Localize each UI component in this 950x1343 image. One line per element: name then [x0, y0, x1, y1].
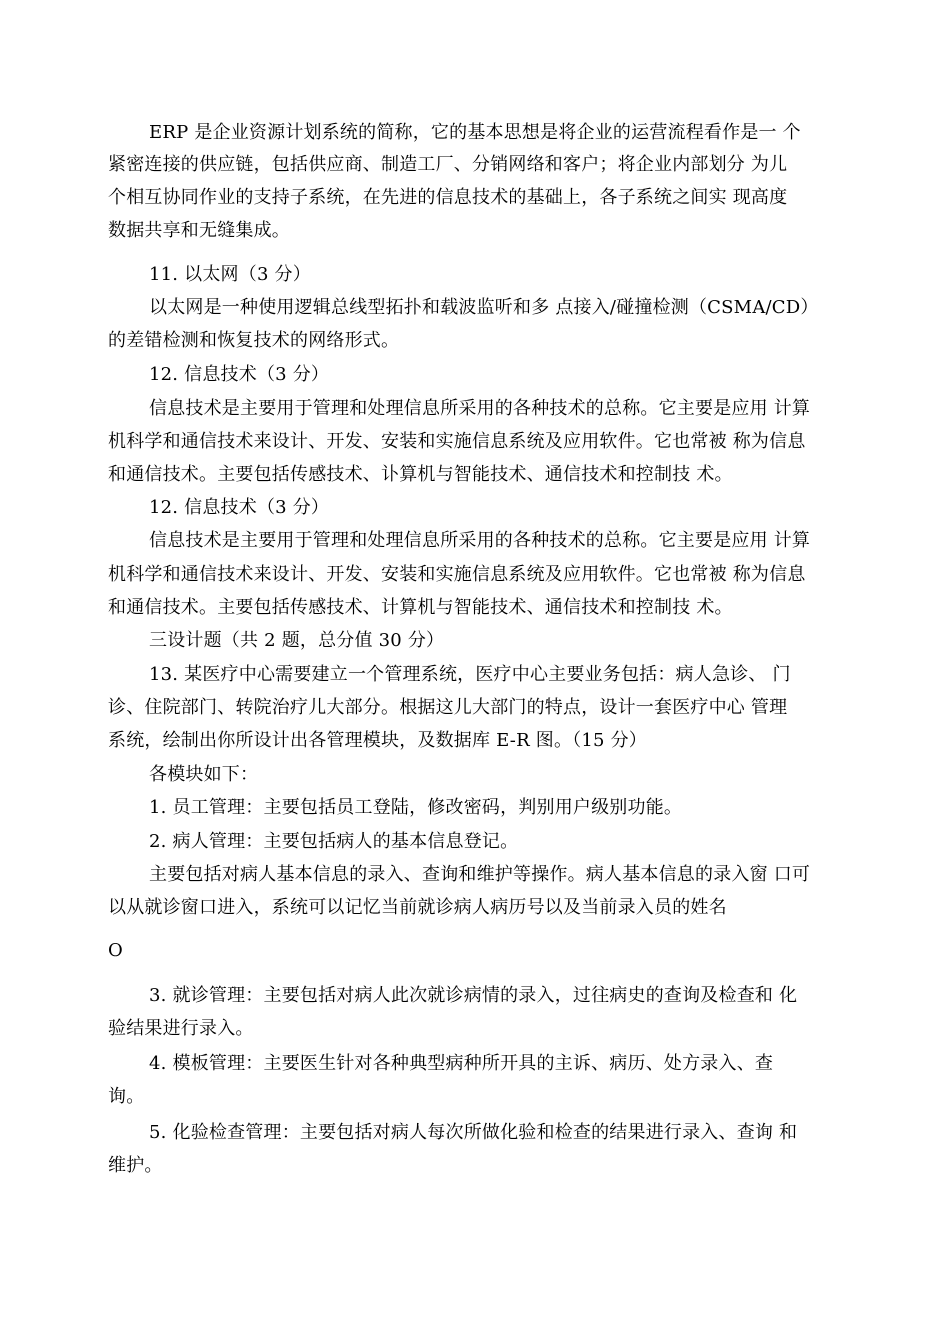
question-13-line-1: 13. 某医疗中心需要建立一个管理系统，医疗中心主要业务包括：病人急诊、 门 — [149, 664, 791, 685]
paragraph-ethernet-line-2: 的差错检测和恢复技术的网络形式。 — [108, 330, 400, 351]
module-2-detail-line-3: O — [108, 940, 123, 961]
question-13-line-2: 诊、住院部门、转院治疗儿大部分。根据这儿大部门的特点，设计一套医疗中心 管理 — [108, 697, 788, 718]
paragraph-erp-line-4: 数据共享和无缝集成。 — [108, 220, 290, 241]
paragraph-it-1-line-1: 信息技术是主要用于管理和处理信息所采用的各种技术的总称。它主要是应用 计算 — [149, 398, 811, 419]
heading-it-2: 12. 信息技术（3 分） — [149, 497, 330, 518]
paragraph-erp-line-2: 紧密连接的供应链，包括供应商、制造工厂、分销网络和客户；将企业内部划分 为儿 — [108, 154, 788, 175]
paragraph-it-2-line-3: 和通信技术。主要包括传感技术、计算机与智能技术、通信技术和控制技 术。 — [108, 597, 733, 618]
module-1: 1. 员工管理：主要包括员工登陆，修改密码，判别用户级别功能。 — [149, 797, 683, 818]
paragraph-it-1-line-3: 和通信技术。主要包括传感技术、讣算机与智能技术、通信技术和控制技 术。 — [108, 464, 733, 485]
paragraph-ethernet-line-1: 以太网是一种使用逻辑总线型拓扑和载波监听和多 点接入/碰撞检测（CSMA/CD） — [149, 297, 819, 318]
module-2-detail-line-2: 以从就诊窗口进入，系统可以记忆当前就诊病人病历号以及当前录入员的姓名 — [108, 897, 727, 918]
module-4-line-1: 4. 模板管理：主要医生针对各种典型病种所开具的主诉、病历、处方录入、查 — [149, 1053, 774, 1074]
module-4-line-2: 询。 — [108, 1086, 145, 1107]
module-3-line-1: 3. 就诊管理：主要包括对病人此次就诊病情的录入，过往病史的查询及检查和 化 — [149, 985, 798, 1006]
module-3-line-2: 验结果进行录入。 — [108, 1018, 254, 1039]
section-heading-design: 三设计题（共 2 题，总分值 30 分） — [149, 630, 445, 651]
module-2-detail-line-1: 主要包括对病人基本信息的录入、查询和维护等操作。病人基本信息的录入窗 口可 — [149, 864, 811, 885]
question-13-line-3: 系统，绘制出你所设计出各管理模块，及数据库 E-R 图。（15 分） — [108, 730, 647, 751]
paragraph-it-1-line-2: 机科学和通信技术来设计、开发、安装和实施信息系统及应用软件。它也常被 称为信息 — [108, 431, 806, 452]
modules-intro: 各模块如下： — [149, 764, 259, 785]
paragraph-it-2-line-2: 机科学和通信技术来设计、开发、安装和实施信息系统及应用软件。它也常被 称为信息 — [108, 564, 806, 585]
module-2: 2. 病人管理：主要包括病人的基本信息登记。 — [149, 831, 519, 852]
module-5-line-1: 5. 化验检查管理：主要包括对病人每次所做化验和检查的结果进行录入、查询 和 — [149, 1122, 798, 1143]
heading-it-1: 12. 信息技术（3 分） — [149, 364, 330, 385]
heading-ethernet: 11. 以太网（3 分） — [149, 264, 311, 285]
paragraph-erp-line-1: ERP 是企业资源计划系统的简称，它的基本思想是将企业的运营流程看作是一 个 — [149, 122, 801, 143]
paragraph-it-2-line-1: 信息技术是主要用于管理和处理信息所采用的各种技术的总称。它主要是应用 计算 — [149, 530, 811, 551]
paragraph-erp-line-3: 个相互协同作业的支持子系统，在先进的信息技术的基础上，各子系统之间实 现高度 — [108, 187, 788, 208]
module-5-line-2: 维护。 — [108, 1155, 163, 1176]
